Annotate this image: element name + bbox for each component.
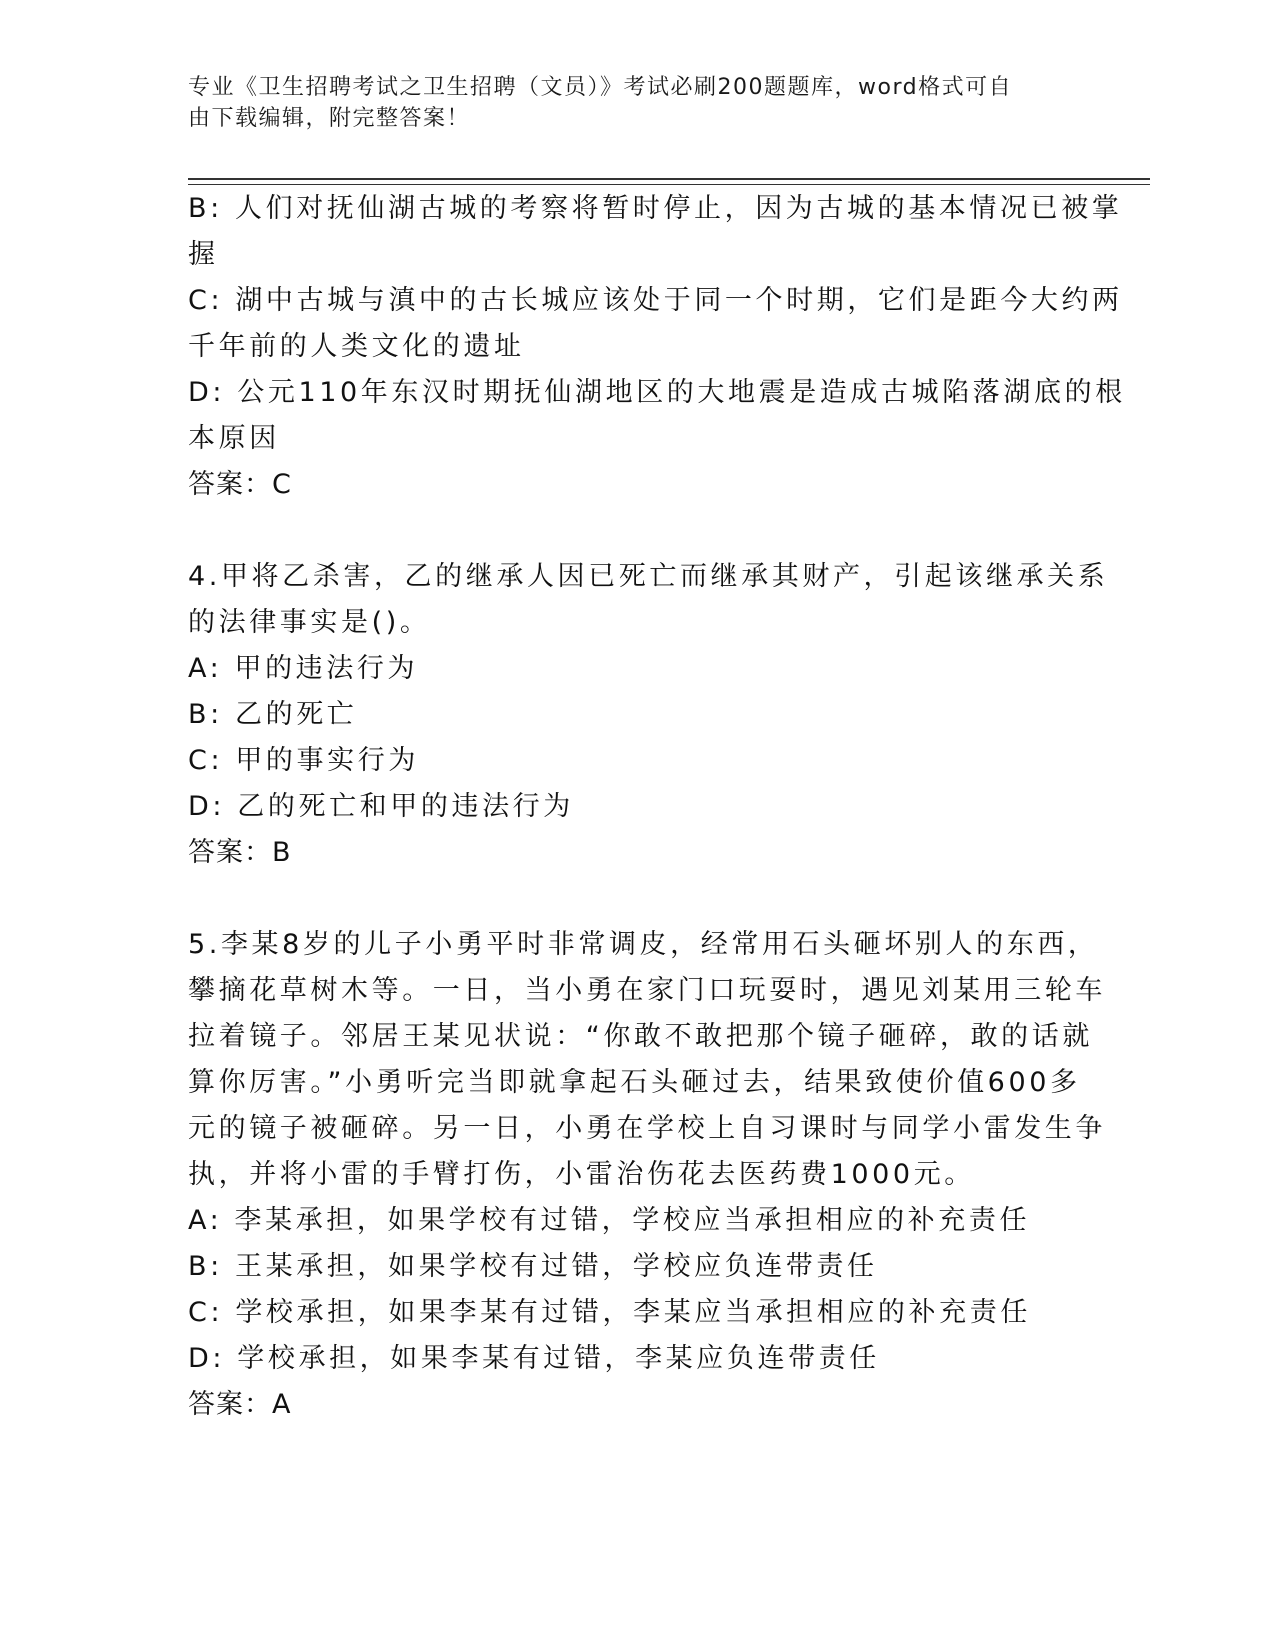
question-5: [188, 922, 1106, 1428]
q3-option-d-line-2: 本原因: [188, 423, 280, 454]
header-line-1: 专业《卫生招聘考试之卫生招聘（文员）》考试必刷200题题库，word格式可自: [188, 75, 1013, 100]
q4-option-c: C: 甲的事实行为: [188, 745, 419, 776]
q4-option-b: B: 乙的死亡: [188, 699, 358, 730]
q4-option-a: A: 甲的违法行为: [188, 653, 419, 684]
q5-stem-line-2: 攀摘花草树木等。一日，当小勇在家门口玩耍时，遇见刘某用三轮车: [188, 975, 1106, 1006]
q4-stem-line-1: 4.甲将乙杀害，乙的继承人因已死亡而继承其财产，引起该继承关系: [188, 561, 1109, 592]
q5-stem-line-5: 元的镜子被砸碎。另一日，小勇在学校上自习课时与同学小雷发生争: [188, 1113, 1106, 1144]
q3-option-d-line-1: D: 公元110年东汉时期抚仙湖地区的大地震是造成古城陷落湖底的根: [188, 377, 1126, 408]
spacer: [188, 876, 1088, 922]
q4-option-d: D: 乙的死亡和甲的违法行为: [188, 791, 574, 822]
q3-option-c-line-1: C: 湖中古城与滇中的古长城应该处于同一个时期，它们是距今大约两: [188, 285, 1123, 316]
q5-stem-line-3: 拉着镜子。邻居王某见状说：“你敢不敢把那个镜子砸碎，敢的话就: [188, 1021, 1093, 1052]
q5-answer: 答案：A: [188, 1389, 292, 1420]
header-line-2: 由下载编辑，附完整答案！: [188, 106, 471, 131]
q5-option-a: A: 李某承担，如果学校有过错，学校应当承担相应的补充责任: [188, 1205, 1031, 1236]
q5-stem-line-4: 算你厉害。”小勇听完当即就拿起石头砸过去，结果致使价值600多: [188, 1067, 1081, 1098]
q3-option-b-line-1: B: 人们对抚仙湖古城的考察将暂时停止，因为古城的基本情况已被掌: [188, 193, 1123, 224]
document-body: [188, 186, 1126, 1428]
document-header: [188, 72, 1068, 134]
spacer: [188, 508, 1088, 554]
q3-option-b-line-2: 握: [188, 239, 219, 270]
q4-stem-line-2: 的法律事实是()。: [188, 607, 431, 638]
q5-option-c: C: 学校承担，如果李某有过错，李某应当承担相应的补充责任: [188, 1297, 1031, 1328]
q3-answer: 答案：C: [188, 469, 292, 500]
q5-stem-line-1: 5.李某8岁的儿子小勇平时非常调皮，经常用石头砸坏别人的东西，: [188, 929, 1099, 960]
q3-option-c-line-2: 千年前的人类文化的遗址: [188, 331, 525, 362]
q5-option-d: D: 学校承担，如果李某有过错，李某应负连带责任: [188, 1343, 880, 1374]
q5-option-b: B: 王某承担，如果学校有过错，学校应负连带责任: [188, 1251, 878, 1282]
header-rule-thick: [188, 178, 1150, 180]
question-4: [188, 554, 1109, 876]
q4-answer: 答案：B: [188, 837, 292, 868]
q5-stem-line-6: 执，并将小雷的手臂打伤，小雷治伤花去医药费1000元。: [188, 1159, 975, 1190]
question-3: [188, 186, 1126, 508]
header-rule-thin: [188, 184, 1150, 185]
